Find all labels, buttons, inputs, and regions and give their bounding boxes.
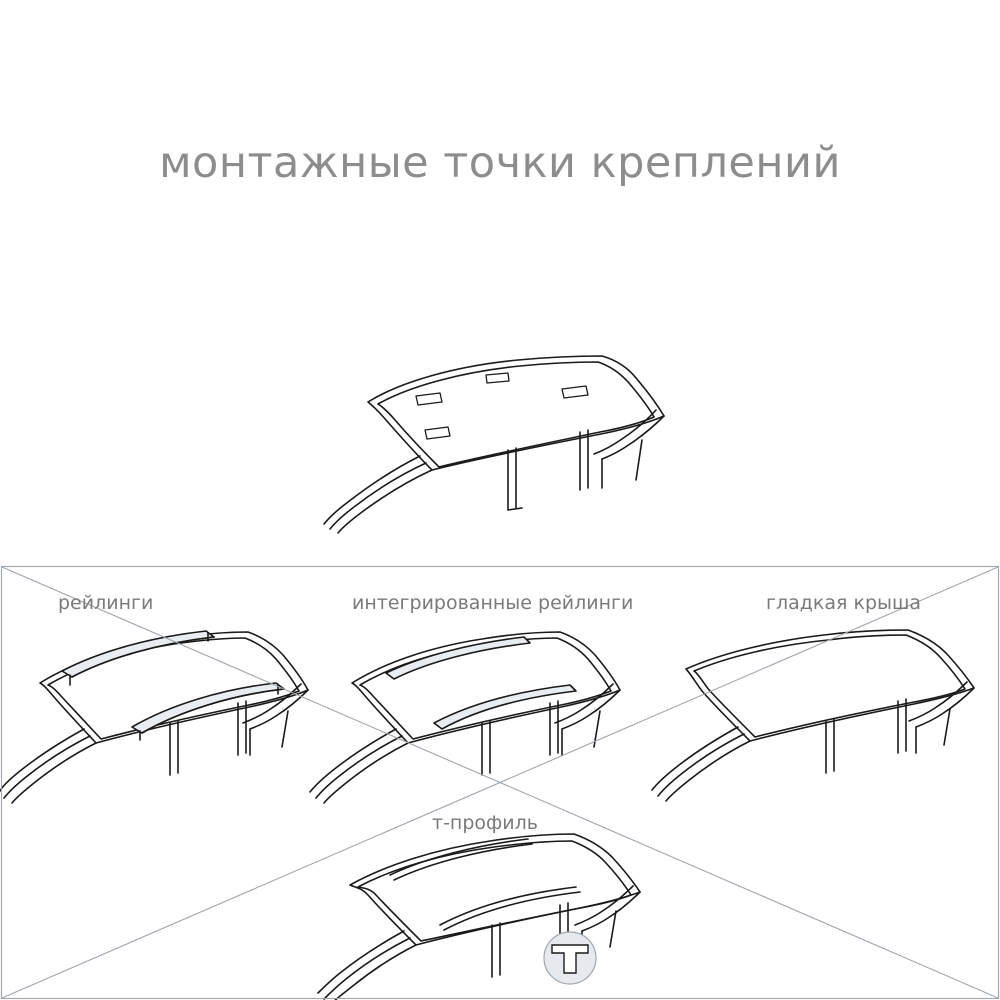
variant-label-t-profile: т-профиль bbox=[432, 812, 538, 834]
mounting-point-tab bbox=[425, 427, 450, 439]
variant-label-smooth-roof: гладкая крыша bbox=[766, 592, 922, 614]
variant-label-railings: рейлинги bbox=[58, 592, 154, 614]
mounting-point-tab bbox=[416, 393, 442, 405]
hero-roof-svg bbox=[250, 320, 730, 560]
variant-t-profile-illustration bbox=[318, 834, 640, 1000]
variant-smooth-roof-illustration bbox=[652, 630, 974, 801]
variants-svg bbox=[0, 565, 1000, 1000]
variant-integrated-railings-illustration bbox=[310, 632, 620, 803]
variants-panel bbox=[0, 565, 1000, 1000]
variant-railings-illustration bbox=[0, 631, 308, 803]
page-title: монтажные точки креплений bbox=[159, 138, 841, 188]
variant-label-integrated-railings: интегрированные рейлинги bbox=[352, 592, 634, 614]
hero-roof-illustration bbox=[250, 320, 730, 560]
t-slot-cross-section-icon bbox=[544, 932, 596, 984]
mounting-point-tab bbox=[562, 386, 588, 398]
mounting-point-tab bbox=[486, 373, 509, 383]
